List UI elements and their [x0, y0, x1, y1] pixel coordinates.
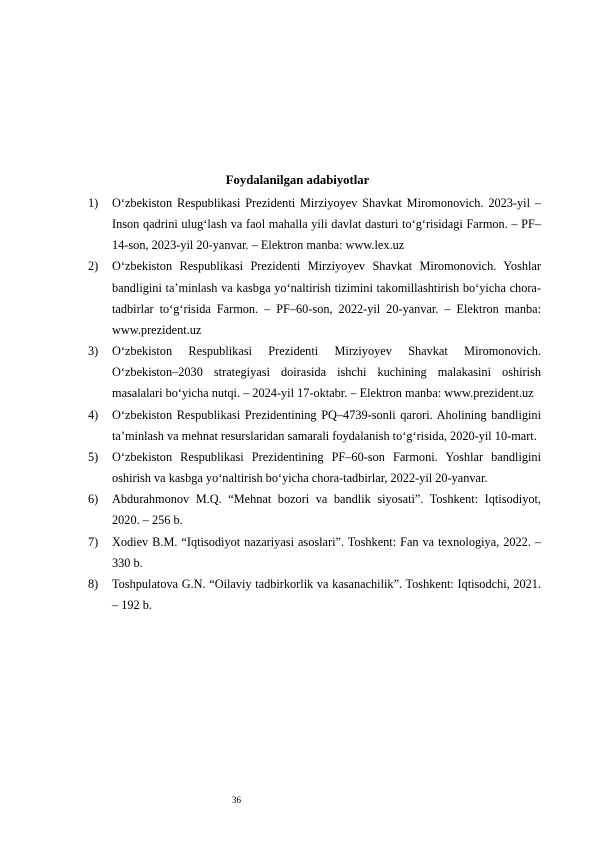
reference-number: 7) — [88, 534, 99, 549]
reference-item — [88, 405, 541, 447]
reference-text: O‘zbekiston Respublikasi Prezidentining PQ–4739-sonli qarori. Aholining bandligini ta’minlash va mehnat resurslaridan samarali foydalanish to‘g‘risida, 2020-yil 10-mart. — [112, 407, 541, 443]
reference-text: O‘zbekiston Respublikasi Prezidenti Mirziyoyev Shavkat Miromonovich. 2023-yil – Inson qadrini ulug‘lash va faol mahalla yili davlat dasturi to‘g‘risidagi Farmon. – PF–14-son, 2023-yil 20-yanvar. – Elektron manba: www.lex.uz — [112, 196, 541, 253]
references-heading: Foydalanilgan adabiyotlar — [225, 173, 370, 187]
reference-number: 8) — [88, 576, 99, 591]
reference-item — [88, 489, 541, 531]
reference-list — [88, 193, 541, 616]
reference-number: 4) — [88, 407, 99, 422]
reference-number: 6) — [88, 492, 99, 507]
reference-item — [88, 532, 541, 574]
reference-text: O‘zbekiston Respublikasi Prezidenti Mirziyoyev Shavkat Miromonovich. O‘zbekiston–2030 strategiyasi doirasida ishchi kuchining malakasini oshirish masalalari bo‘yicha nutqi. – 2024-yil 17-oktabr. – Elektron manba: www.prezident.uz — [112, 344, 541, 401]
reference-number: 2) — [88, 259, 99, 274]
reference-item — [88, 193, 541, 256]
reference-text: Abdurahmonov M.Q. “Mehnat bozori va bandlik siyosati”. Toshkent: Iqtisodiyot, 2020. – 256 b. — [112, 492, 541, 528]
reference-number: 1) — [88, 196, 99, 210]
reference-text: O‘zbekiston Respublikasi Prezidentining PF–60-son Farmoni. Yoshlar bandligini oshirish va kasbga yo‘naltirish bo‘yicha chora-tadbirlar, 2022-yil 20-yanvar. — [112, 449, 541, 486]
page-number: 36 — [232, 795, 241, 805]
reference-item — [88, 574, 541, 616]
reference-number: 5) — [88, 449, 99, 464]
reference-item — [88, 256, 541, 341]
reference-text: O‘zbekiston Respublikasi Prezidenti Mirziyoyev Shavkat Miromonovich. Yoshlar bandligini ta’minlash va kasbga yo‘naltirish tizimini takomillashtirish bo‘yicha chora-tadbirlar to‘g‘risida Farmon. – PF–60-son, 2022-yil 20-yanvar. – Elektron manba: www.prezident.uz — [112, 259, 541, 337]
reference-text: Xodiev B.M. “Iqtisodiyot nazariyasi asoslari”. Toshkent: Fan va texnologiya, 2022. – 330 b. — [112, 534, 541, 570]
reference-item — [88, 341, 541, 404]
reference-text: Toshpulatova G.N. “Oilaviy tadbirkorlik va kasanachilik”. Toshkent: Iqtisodchi, 2021. – 192 b. — [112, 576, 541, 612]
reference-item — [88, 447, 541, 489]
reference-number: 3) — [88, 344, 99, 359]
